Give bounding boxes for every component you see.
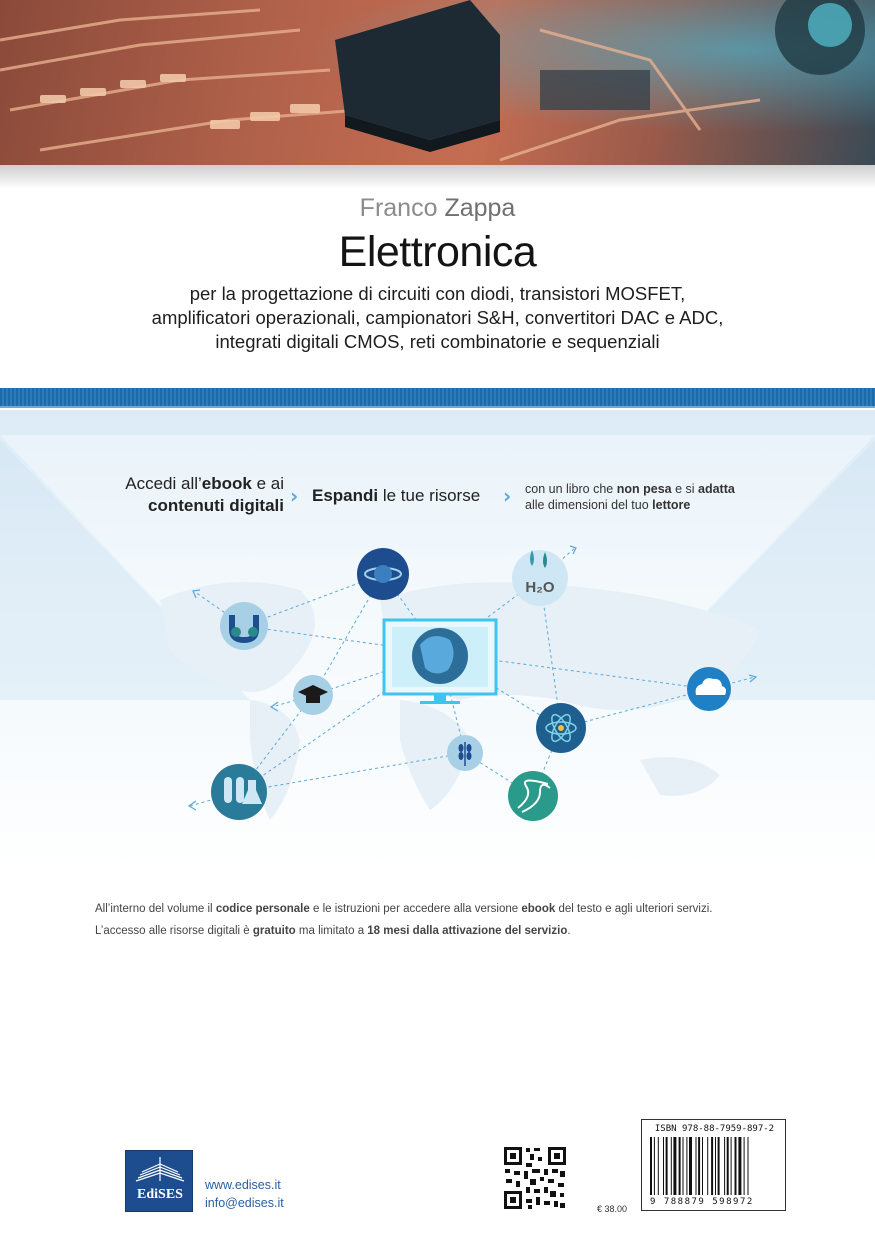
- note-text: e le istruzioni per accedere alla versione: [309, 903, 522, 915]
- barcode-bar: [654, 1137, 655, 1195]
- magnet-icon: [220, 602, 268, 650]
- note-text: All’interno del volume il: [95, 903, 216, 915]
- tag-bold: adatta: [698, 482, 735, 496]
- barcode-bar: [666, 1137, 668, 1195]
- barcode-bar: [731, 1137, 732, 1195]
- knowledge-network: [0, 540, 875, 840]
- tag-bold: ebook: [201, 474, 252, 493]
- tag-text: Accedi all’: [125, 474, 202, 493]
- test-tubes-icon: [211, 764, 267, 820]
- atom-icon: [536, 703, 586, 753]
- barcode-bar: [744, 1137, 745, 1195]
- barcode-bar: [679, 1137, 681, 1195]
- planet-icon: [357, 548, 409, 600]
- tagline-light-book: [525, 481, 785, 513]
- tag-bold: lettore: [652, 498, 691, 512]
- note-bold: gratuito: [252, 925, 296, 937]
- barcode-bar: [738, 1137, 741, 1195]
- graduation-cap-icon: [293, 675, 333, 715]
- chevron-right-icon: ›: [503, 484, 512, 508]
- h2o-icon: [512, 550, 568, 606]
- note-bold: 18 mesi dalla attivazione del servizio: [367, 925, 568, 937]
- barcode-bar: [663, 1137, 664, 1195]
- book-title: Elettronica: [338, 228, 537, 276]
- book-stack-icon: [126, 1151, 194, 1187]
- barcode-bar: [683, 1137, 684, 1195]
- dna-icon: [508, 771, 558, 821]
- tag-text: le tue risorse: [378, 486, 481, 505]
- author-name: [0, 194, 875, 223]
- barcode-bar: [650, 1137, 652, 1195]
- tag-bold: Espandi: [312, 486, 379, 505]
- isbn-digits: 9 788879 598972: [650, 1197, 754, 1207]
- tag-text: e si: [671, 482, 699, 496]
- barcode-bar: [698, 1137, 700, 1195]
- note-text: .: [567, 925, 571, 937]
- barcode-bar: [673, 1137, 676, 1195]
- tag-bold: non pesa: [616, 482, 672, 496]
- barcode-bar: [727, 1137, 729, 1195]
- note-personal-code: [95, 903, 795, 915]
- publisher-contacts: [205, 1176, 284, 1212]
- publisher-email-link[interactable]: info@edises.it: [205, 1196, 284, 1210]
- barcode-bar: [735, 1137, 737, 1195]
- author-first-name: Franco: [359, 194, 438, 222]
- barcode-bar: [702, 1137, 703, 1195]
- subtitle-line: per la progettazione di circuiti con diodi, transistori MOSFET,: [189, 283, 686, 304]
- note-text: del testo e agli ulteriori servizi.: [555, 903, 713, 915]
- subtitle-line: amplificatori operazionali, campionatori S&H, convertitori DAC e ADC,: [151, 307, 724, 328]
- subtitle-line: integrati digitali CMOS, reti combinatorie e sequenziali: [215, 331, 660, 352]
- cover-photo-circuit-board: [0, 0, 875, 165]
- note-bold: codice personale: [215, 903, 310, 915]
- publisher-website-link[interactable]: www.edises.it: [205, 1178, 281, 1192]
- author-last-name: Zappa: [444, 194, 516, 222]
- publisher-logo-text: EdiSES: [137, 1187, 183, 1202]
- isbn-barcode: [641, 1119, 786, 1211]
- tagline-access: [104, 473, 284, 517]
- note-free-access: [95, 925, 795, 937]
- tag-text: con un libro che: [525, 482, 617, 496]
- barcode-bar: [707, 1137, 708, 1195]
- note-bold: ebook: [521, 903, 556, 915]
- barcode-bars: [650, 1137, 780, 1195]
- barcode-bar: [748, 1137, 749, 1195]
- photo-shadow: [0, 165, 875, 189]
- tag-bold: contenuti digitali: [148, 496, 284, 515]
- barcode-bar: [671, 1137, 672, 1195]
- barcode-bar: [724, 1137, 725, 1195]
- barcode-bar: [658, 1137, 659, 1195]
- barcode-bar: [689, 1137, 692, 1195]
- h2o-text: H₂O: [525, 579, 555, 596]
- chevron-right-icon: ›: [290, 484, 299, 508]
- tag-text: alle dimensioni del tuo: [525, 498, 653, 512]
- blue-band: [0, 388, 875, 408]
- monitor-globe-icon: [384, 620, 496, 704]
- note-text: L’accesso alle risorse digitali è: [95, 925, 253, 937]
- price-label: € 38.00: [597, 1204, 628, 1214]
- barcode-bar: [711, 1137, 713, 1195]
- qr-code: [502, 1145, 568, 1211]
- barcode-bar: [718, 1137, 720, 1195]
- barcode-bar: [686, 1137, 687, 1195]
- cloud-icon: [687, 667, 731, 711]
- tagline-expand: [312, 486, 502, 506]
- note-text: ma limitato a: [295, 925, 368, 937]
- publisher-logo: [125, 1150, 193, 1212]
- book-subtitle: [0, 282, 875, 354]
- tag-text: e ai: [251, 474, 284, 493]
- barcode-bar: [715, 1137, 716, 1195]
- barcode-bar: [696, 1137, 697, 1195]
- isbn-label: ISBN 978-88-7959-897-2: [654, 1124, 775, 1134]
- wheat-icon: [447, 735, 483, 771]
